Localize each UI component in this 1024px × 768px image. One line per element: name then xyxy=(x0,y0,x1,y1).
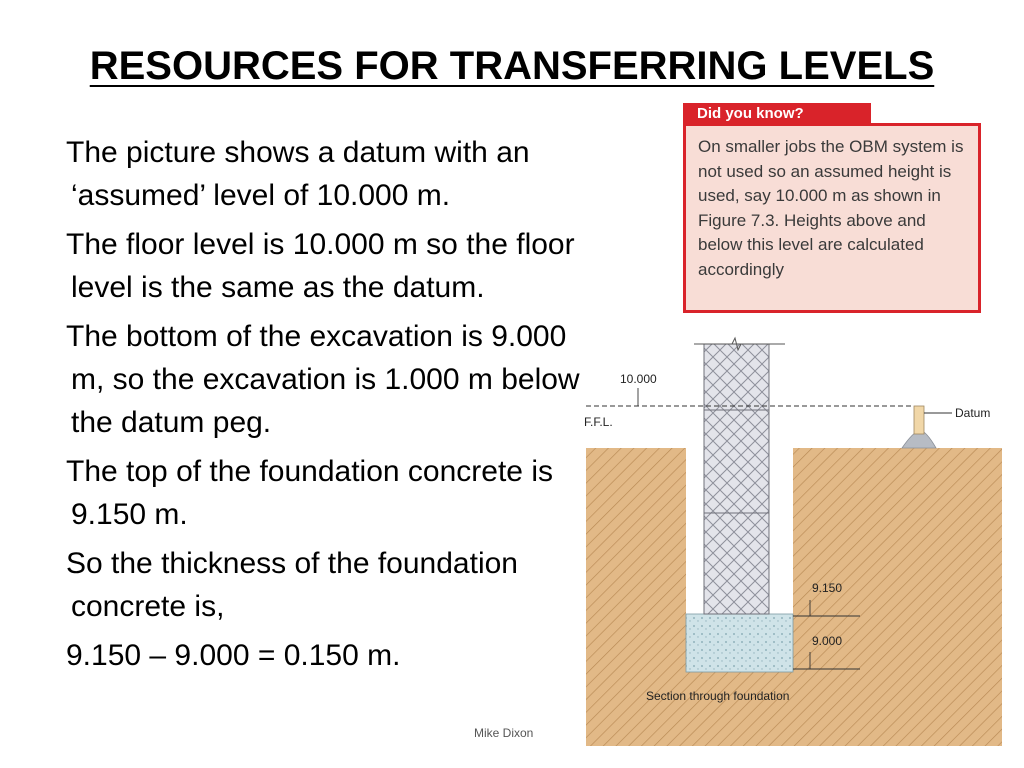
label-level-9000: 9.000 xyxy=(812,634,843,648)
did-you-know-callout xyxy=(683,103,981,313)
bullet-list xyxy=(66,131,606,683)
slide-title xyxy=(0,44,1024,89)
bullet-item: So the thickness of the foundation concrete is, xyxy=(66,547,518,623)
did-you-know-heading: Did you know? xyxy=(683,103,871,125)
bullet-item: The floor level is 10.000 m so the floor level is the same as the datum. xyxy=(66,228,575,304)
foundation-concrete xyxy=(686,614,793,672)
did-you-know-text: On smaller jobs the OBM system is not used so an assumed height is used, say 10.000 m as shown in Figure 7.3. Heights above and below this level are calculated accordingly xyxy=(698,137,964,279)
label-datum: Datum xyxy=(955,406,991,420)
bullet-item: The top of the foundation concrete is 9.150 m. xyxy=(66,455,553,531)
label-level-9150: 9.150 xyxy=(812,581,843,595)
slide-title-text: RESOURCES FOR TRANSFERRING LEVELS xyxy=(89,44,935,88)
diagram-caption: Section through foundation xyxy=(646,689,790,703)
author-footer: Mike Dixon xyxy=(474,726,534,740)
blockwork-wall xyxy=(704,344,769,614)
bullet-item: The picture shows a datum with an ‘assumed’ level of 10.000 m. xyxy=(66,136,530,212)
foundation-section-diagram xyxy=(580,336,1004,748)
label-ffl-level: 10.000 xyxy=(620,372,657,386)
bullet-item: The bottom of the excavation is 9.000 m, so the excavation is 1.000 m below the datum peg. xyxy=(66,320,580,439)
datum-peg xyxy=(914,406,924,434)
did-you-know-body xyxy=(683,123,981,313)
bullet-item: 9.150 – 9.000 = 0.150 m. xyxy=(66,639,401,672)
label-ffl: F.F.L. xyxy=(584,415,613,429)
